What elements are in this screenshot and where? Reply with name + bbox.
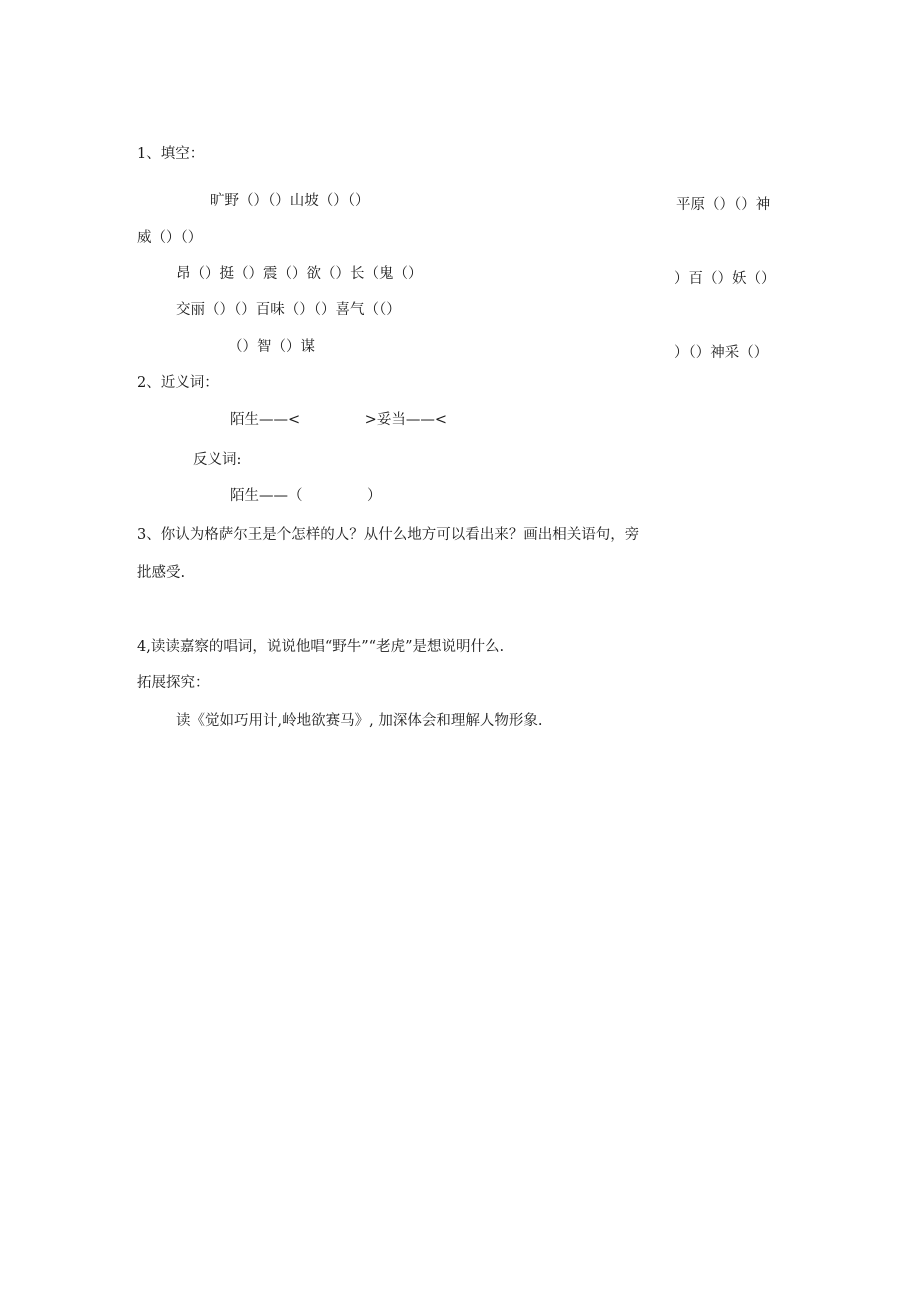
fill-row5-left: （）智（）谋 — [228, 339, 315, 355]
fill-row3-left: 昂（）挺（）震（）欲（）长（鬼（） — [176, 266, 423, 282]
fill-row5-right: ）（）神采（） — [674, 345, 769, 361]
synonyms-line: 陌生——< >妥当——< — [230, 412, 447, 428]
section3-question-line1: 3、你认为格萨尔王是个怎样的人？从什么地方可以看出来？画出相关语句，旁 — [137, 527, 640, 543]
fill-row3-right: ）百（）妖（） — [674, 271, 776, 287]
fill-row1-left: 旷野（）（）山坡（）（） — [210, 193, 370, 209]
fill-row4: 交丽（）（）百味（）（）喜气（（） — [176, 302, 401, 318]
section3-question-line2: 批感受. — [137, 565, 186, 581]
extension-text: 读《觉如巧用计,岭地欲赛马》, 加深体会和理解人物形象. — [176, 713, 543, 729]
section1-heading: 1、填空： — [137, 146, 205, 162]
section2-heading: 2、近义词： — [137, 375, 219, 391]
antonym-heading: 反义词: — [193, 452, 242, 468]
fill-row1-right: 平原（）（）神 — [676, 197, 771, 213]
extension-heading: 拓展探究： — [137, 675, 210, 691]
section4-question: 4,读读嘉察的唱词，说说他唱“野牛”“老虎”是想说明什么. — [137, 639, 505, 655]
antonyms-line: 陌生——（ ） — [230, 488, 382, 504]
fill-row2: 威（）（） — [137, 230, 203, 246]
